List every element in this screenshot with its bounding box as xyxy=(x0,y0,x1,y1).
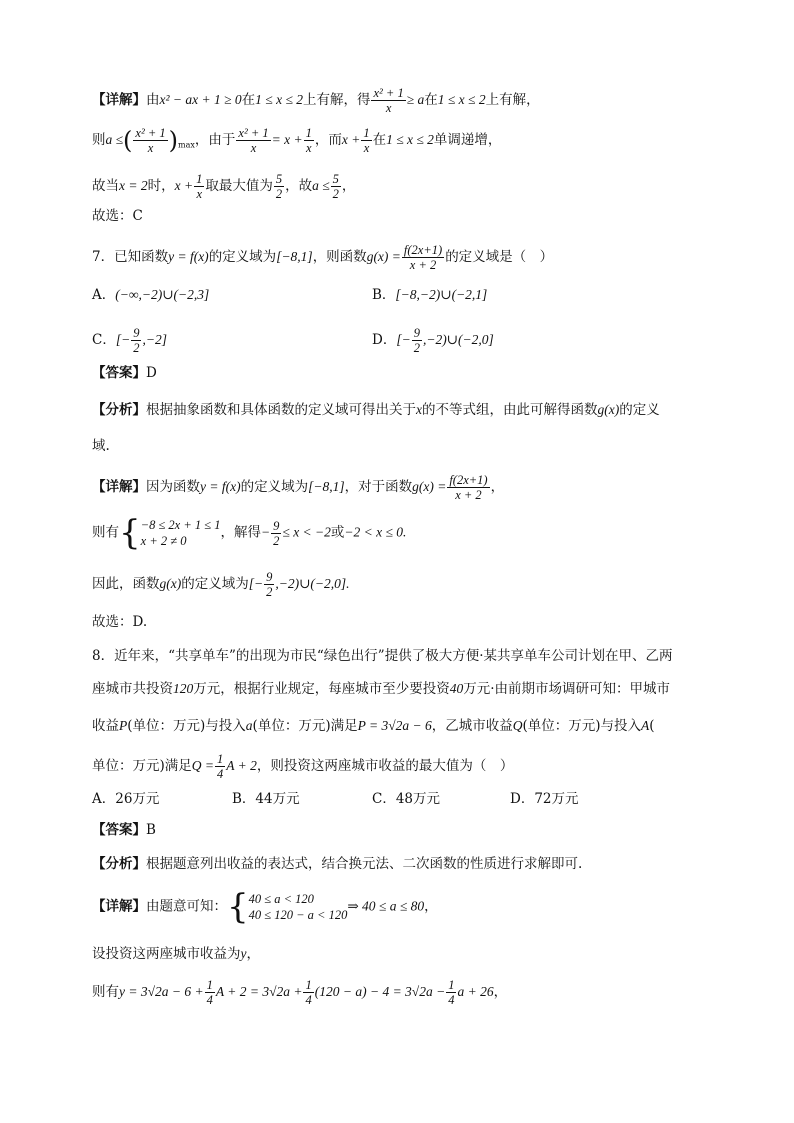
math: 1 ≤ x ≤ 2 xyxy=(437,92,486,107)
question-8-line-2: 座城市共投资120万元，根据行业规定，每座城市至少要投资40万元·由前期市场调研可知：甲城市 xyxy=(92,681,671,697)
math: 1 ≤ x ≤ 2 xyxy=(255,92,303,107)
text: ，故 xyxy=(285,178,313,194)
q7-system: 则有 { −8 ≤ 2x + 1 ≤ 1 x + 2 ≠ 0 ，解得− $\frac{9}{2}$ ≤ x < −2或−2 < x ≤ 0. xyxy=(92,513,407,553)
q8-derivation: 则有y = 3√2a − 6 + $\frac{1}{4}$ A + 2 = 3√2a + $\frac{1}{4}$ (120 − a) − 4 = 3√2a − $\frac{1}{4}$ a + 26， xyxy=(92,978,508,1007)
math: x + xyxy=(174,178,194,193)
text: ，则函数 xyxy=(312,249,367,265)
text: 则 xyxy=(92,132,106,148)
fraction: $\frac{\text{x² + 1}}{x}$ xyxy=(135,126,166,155)
text: 的定义域为 xyxy=(208,249,277,265)
q8-set: 设投资这两座城市收益为y， xyxy=(92,946,260,962)
q7-option-b: B．[−8,−2)∪(−2,1] xyxy=(372,287,488,303)
q7-conclusion: 因此，函数g(x)的定义域为[− $\frac{9}{2}$ ,−2)∪(−2,0]. xyxy=(92,570,350,599)
q7-option-d: D．[− $\frac{9}{2}$ ,−2)∪(−2,0] xyxy=(372,326,494,355)
q7-analysis-cont: 域. xyxy=(92,438,110,454)
math: = x + xyxy=(271,132,303,147)
question-8-line-1: 8．近年来，“共享单车”的出现为市民“绿色出行”提供了极大方便·某共享单车公司计划在甲、乙两 xyxy=(92,648,673,664)
question-8-line-4: 单位：万元)满足Q = $\frac{1}{4}$ A + 2，则投资这两座城市收益的最大值为（ ） xyxy=(92,752,514,781)
text: 上有解，得 xyxy=(302,92,371,108)
q8-analysis: 【分析】根据题意列出收益的表达式，结合换元法、二次函数的性质进行求解即可. xyxy=(92,856,583,872)
text: 时， xyxy=(147,178,175,194)
text: 上有解， xyxy=(485,92,540,108)
math: a ≤ xyxy=(105,132,124,147)
text: ，由于 xyxy=(194,132,236,148)
q7-detail: 【详解】因为函数y = f(x)的定义域为[−8,1]，对于函数g(x) = $\frac{f(2x+1)}{x + 2}$ ， xyxy=(92,473,505,502)
q7-option-a: A．(−∞,−2)∪(−2,3] xyxy=(92,287,210,303)
answer-select-2: 故选：D. xyxy=(92,614,148,630)
q7-answer: 【答案】D xyxy=(92,365,157,381)
q8-option-a: A．26万元 xyxy=(92,791,160,807)
math: x + xyxy=(341,132,361,147)
math: ≥ a xyxy=(406,92,425,107)
q8-option-c: C．48万元 xyxy=(372,791,441,807)
text: 7．已知函数 xyxy=(92,249,169,265)
q8-detail: 【详解】由题意可知： { 40 ≤ a < 120 40 ≤ 120 − a < 120 ⇒ 40 ≤ a ≤ 80， xyxy=(92,887,438,927)
q7-analysis: 【分析】根据抽象函数和具体函数的定义域可得出关于x的不等式组，由此可解得函数g(x)的定义 xyxy=(92,402,660,418)
subscript: max xyxy=(178,140,195,150)
math: [−8,1] xyxy=(276,249,313,264)
detail-tag: 【详解】 xyxy=(92,92,146,107)
fraction: $\frac{\text{x² + 1}}{x}$ xyxy=(373,86,404,115)
text: 故当 xyxy=(92,178,119,194)
math: 1 ≤ x ≤ 2 xyxy=(386,132,434,147)
math: x² − ax + 1 ≥ 0 xyxy=(159,92,242,107)
math: a ≤ xyxy=(312,178,330,193)
text: 在 xyxy=(424,92,438,108)
question-7 xyxy=(92,243,553,272)
q8-option-b: B．44万元 xyxy=(232,791,300,807)
fraction: $\frac{5}{2}$ xyxy=(332,172,339,201)
text: ， xyxy=(341,178,356,194)
detail-line-3 xyxy=(92,172,355,201)
fraction: $\frac{f(2x+1)}{x + 2}$ xyxy=(403,243,443,272)
text: 单调递增， xyxy=(433,132,502,148)
math: g(x) = xyxy=(366,249,401,264)
detail-line-2: 则a ≤( $\frac{\text{x² + 1}}{x}$ )$_{max}$，由于 $\frac{\text{x² + 1}}{x}$ = x + $\frac{1}{x}$ ，而x + $\frac{1}{x}$ 在1 ≤ x ≤ 2单调递增， xyxy=(92,126,502,155)
text: 由 xyxy=(146,92,160,108)
detail-line-1 xyxy=(92,86,540,115)
answer-select-1: 故选：C xyxy=(92,208,143,224)
fraction: $\frac{1}{x}$ xyxy=(196,172,203,201)
fraction: $\frac{\text{x² + 1}}{x}$ xyxy=(238,126,269,155)
math: x = 2 xyxy=(119,178,148,193)
text: 在 xyxy=(372,132,387,148)
text: 在 xyxy=(241,92,256,108)
text: 取最大值为 xyxy=(205,178,273,194)
fraction: $\frac{1}{x}$ xyxy=(363,126,370,155)
fraction: $\frac{1}{x}$ xyxy=(305,126,312,155)
text: ，而 xyxy=(314,132,342,148)
q7-option-c: C．[− $\frac{9}{2}$ ,−2] xyxy=(92,326,167,355)
math: y = f(x) xyxy=(168,249,209,264)
fraction: $\frac{5}{2}$ xyxy=(275,172,283,201)
q8-answer: 【答案】B xyxy=(92,822,156,838)
q8-option-d: D．72万元 xyxy=(510,791,579,807)
question-8-line-3: 收益P(单位：万元)与投入a(单位：万元)满足P = 3√2a − 6，乙城市收益Q(单位：万元)与投入A( xyxy=(92,718,655,734)
text: 的定义域是（ ） xyxy=(445,249,554,265)
